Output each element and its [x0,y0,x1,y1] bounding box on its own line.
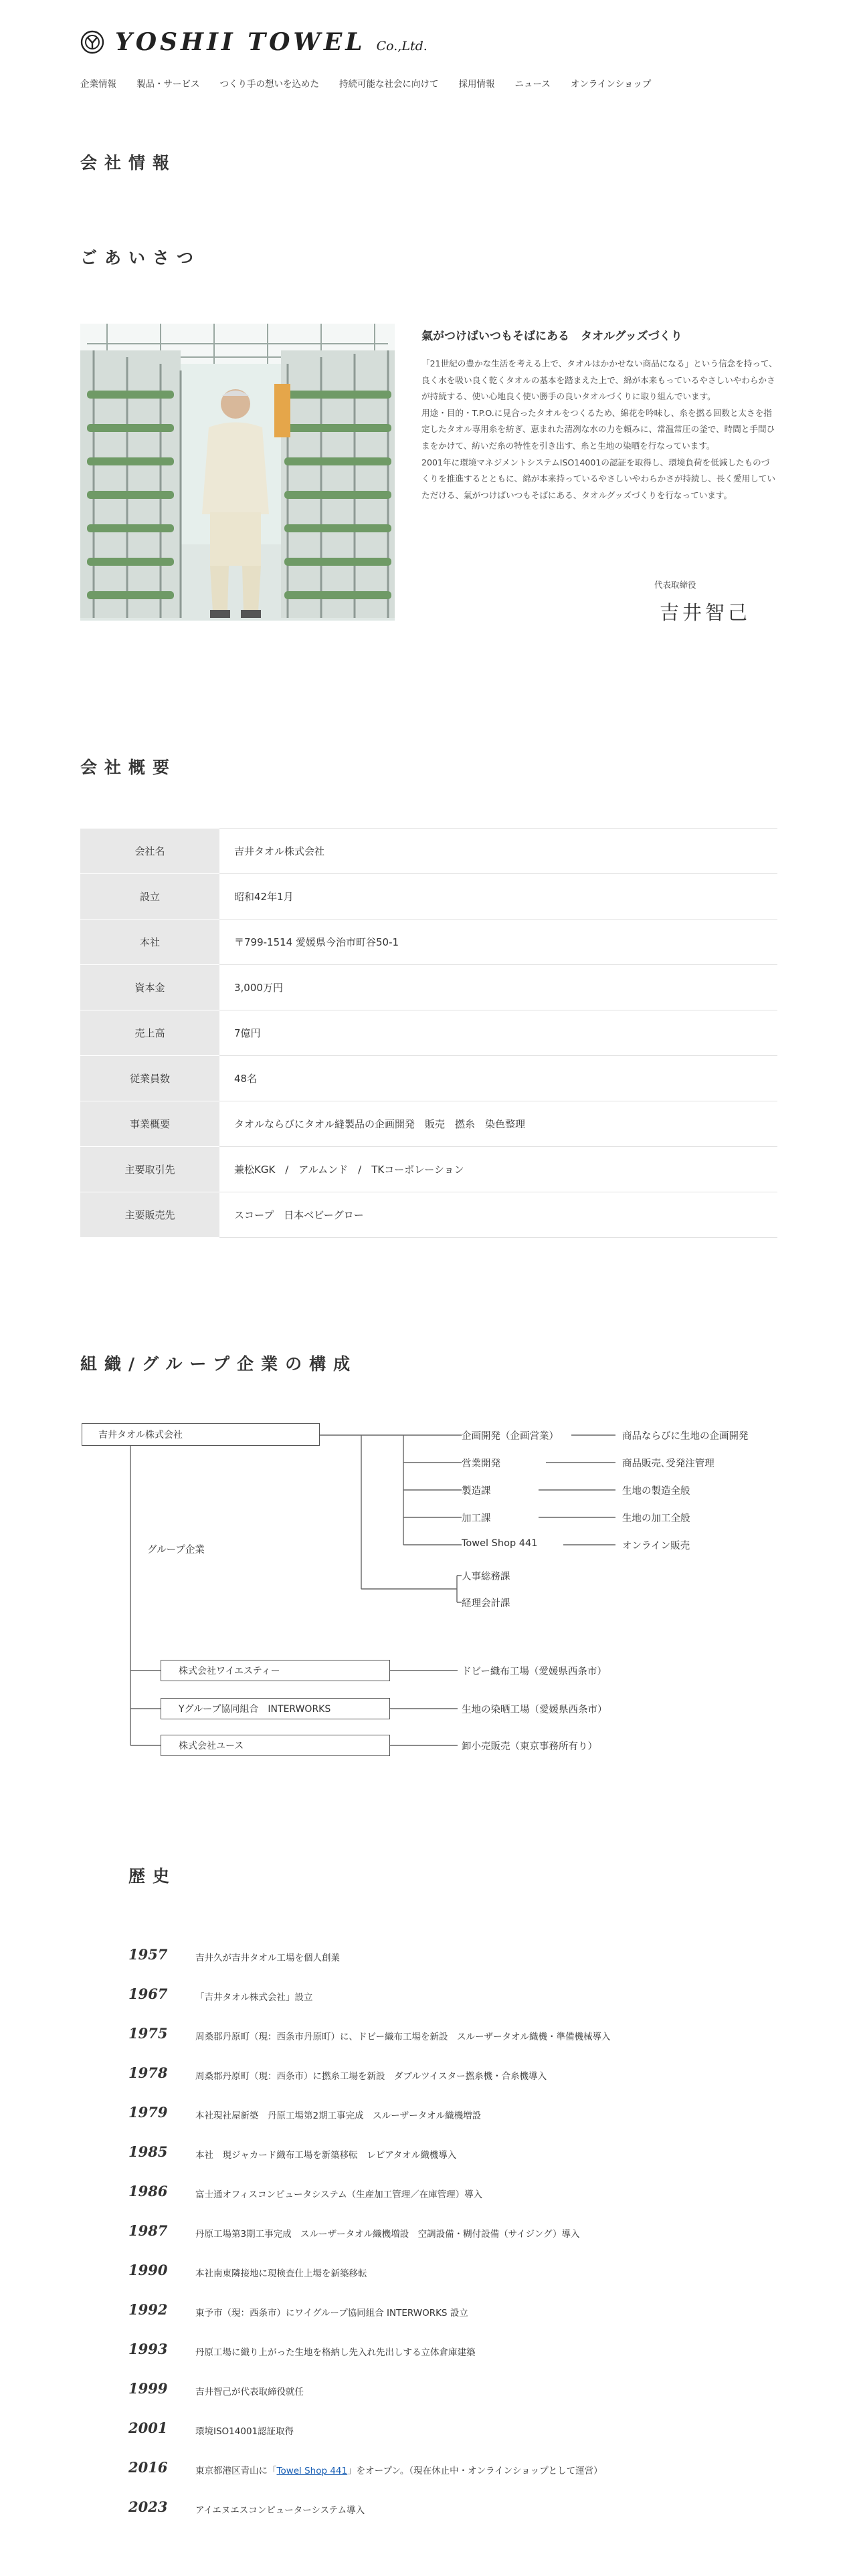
org-dept-manufacturing-desc: 生地の製造全般 [622,1486,690,1497]
logo-mark-icon [80,30,104,54]
nav-recruit[interactable]: 採用情報 [458,79,495,90]
row-label: 売上高 [80,1010,219,1056]
row-value: 3,000万円 [219,965,777,1010]
org-dept-processing-desc: 生地の加工全般 [622,1513,690,1524]
row-value: 〒799-1514 愛媛県今治市町谷50-1 [219,920,777,965]
org-dept-sales-desc: 商品販売､受発注管理 [622,1459,714,1469]
org-dept-planning-desc: 商品ならびに生地の企画開発 [622,1431,749,1442]
history-text-pre: 東京都港区青山に「 [195,2466,277,2476]
row-label: 主要販売先 [80,1192,219,1238]
org-chart-lines [0,1404,859,1779]
org-dept-towel-shop: Towel Shop 441 [462,1538,538,1549]
table-row [80,1192,777,1238]
nav-online-shop[interactable]: オンラインショップ [570,79,652,90]
org-group-yst-desc: ドビー織布工場（愛媛県西条市） [462,1667,607,1677]
row-label: 事業概要 [80,1101,219,1147]
row-value: 48名 [219,1056,777,1101]
main-nav [80,76,671,90]
brand-suffix: Co.,Ltd. [376,39,427,53]
history-year: 1999 [128,2380,168,2397]
history-year: 1990 [128,2262,168,2278]
history-year: 1986 [128,2183,168,2199]
factory-photo-illustration [80,324,395,621]
history-text: 「吉井タオル株式会社」設立 [195,1992,313,2003]
history-heading: 歴史 [128,1866,177,1886]
history-text: 本社南東隣接地に現検査仕上場を新築移転 [195,2268,367,2279]
nav-products[interactable]: 製品・サービス [136,79,200,90]
site-logo[interactable] [80,27,427,58]
overview-heading: 会社概要 [80,758,177,777]
history-year: 1992 [128,2301,168,2318]
org-heading: 組織/グループ企業の構成 [80,1354,358,1374]
history-text: 丹原工場第3期工事完成 スルーザータオル織機増設 空調設備・糊付設備（サイジング）導入 [195,2229,580,2240]
row-label: 会社名 [80,829,219,874]
history-text [195,2463,603,2476]
row-value: 吉井タオル株式会社 [219,829,777,874]
table-row [80,874,777,920]
row-value: スコープ 日本ベビーグロー [219,1192,777,1238]
table-row [80,829,777,874]
history-year: 1957 [128,1946,168,1963]
history-year: 2001 [128,2420,168,2436]
history-year: 1978 [128,2064,168,2081]
org-chart [0,1404,859,1779]
history-year: 1975 [128,2025,168,2042]
org-dept-towel-shop-desc: オンライン販売 [622,1541,690,1551]
nav-company[interactable]: 企業情報 [80,79,116,90]
org-root-box: 吉井タオル株式会社 [82,1423,320,1446]
table-row [80,965,777,1010]
company-overview-table [80,828,777,1238]
history-text: 周桑郡丹原町（現：西条市）に撚糸工場を新設 ダブルツイスター撚糸機・合糸機導入 [195,2071,547,2082]
greeting-paragraph: 「21世紀の豊かな生活を考える上で、タオルはかかせない商品になる」という信念を持って、良く水を吸い良く乾くタオルの基本を踏まえた上で、綿が本来もっているやさしいやわらかさが持続する、使い心地良く使い勝手の良いタオルづくりに取り組んでいます。 [421,358,777,402]
org-group-interworks-box: Yグループ協同組合 INTERWORKS [161,1698,390,1719]
org-group-youth-box: 株式会社ユース [161,1735,390,1756]
row-label: 従業員数 [80,1056,219,1101]
org-dept-hr: 人事総務課 [462,1572,510,1582]
org-group-yst-box: 株式会社ワイエスティー [161,1660,390,1681]
org-group-label: グループ企業 [147,1545,205,1555]
greeting-title: 氣がつけばいつもそばにある タオルグッズづくり [421,330,682,343]
row-label: 設立 [80,874,219,920]
left-yarn-rack [80,350,181,618]
history-text: 富士通オフィスコンピュータシステム（生産加工管理／在庫管理）導入 [195,2189,483,2200]
history-year: 1987 [128,2222,168,2239]
history-year: 1967 [128,1985,168,2002]
towel-shop-441-link[interactable]: Towel Shop 441 [276,2466,348,2476]
history-text: 本社現社屋新築 丹原工場第2期工事完成 スルーザータオル織機増設 [195,2111,482,2121]
row-value: タオルならびにタオル縫製品の企画開発 販売 撚糸 染色整理 [219,1101,777,1147]
greeting-paragraph: 2001年に環境マネジメントシステムISO14001の認証を取得し、環境負荷を低減したものづくりを推進するとともに、綿が本来持っているやさしいやわらかさが持続し、長く愛用していただける、氣がつけばいつもそばにある、タオルグッズづくりを行なっています。 [421,457,775,500]
table-row [80,920,777,965]
history-year: 1993 [128,2341,168,2357]
org-dept-manufacturing: 製造課 [462,1486,491,1497]
nav-news[interactable]: ニュース [514,79,551,90]
right-yarn-rack [274,350,395,618]
history-text: 丹原工場に織り上がった生地を格納し先入れ先出しする立体倉庫建築 [195,2347,476,2358]
nav-makers[interactable]: つくり手の想いを込めた [219,79,319,90]
table-row [80,1010,777,1056]
table-row [80,1056,777,1101]
president-photo [80,324,395,621]
history-text-post: 」をオープン。（現在休止中・オンラインショップとして運営） [347,2466,603,2476]
org-group-interworks-desc: 生地の染晒工場（愛媛県西条市） [462,1705,607,1715]
representative-signature: 吉井智己 [660,601,751,624]
org-dept-planning: 企画開発（企画営業） [462,1431,559,1442]
history-year: 2016 [128,2459,168,2476]
row-label: 主要取引先 [80,1147,219,1192]
row-value: 昭和42年1月 [219,874,777,920]
row-value: 兼松KGK / アルムンド / TKコーポレーション [219,1147,777,1192]
history-text: 吉井久が吉井タオル工場を個人創業 [195,1953,340,1963]
greeting-body [421,356,777,504]
history-year: 1979 [128,2104,168,2121]
row-label: 資本金 [80,965,219,1010]
history-text: アイエヌエスコンピューターシステム導入 [195,2505,365,2516]
org-dept-processing: 加工課 [462,1513,491,1524]
representative-title: 代表取締役 [654,580,696,590]
brand-name: YOSHII TOWEL [115,28,366,56]
history-text: 環境ISO14001認証取得 [195,2426,294,2437]
history-year: 1985 [128,2143,168,2160]
history-year: 2023 [128,2498,168,2515]
greeting-heading: ごあいさつ [80,248,201,267]
greeting-paragraph: 用途・目的・T.P.O.に見合ったタオルをつくるため、綿花を吟味し、糸を撚る回数と太さを指定したタオル専用糸を紡ぎ、恵まれた清冽な水の力を頼みに、常温常圧の釜で、時間と手間ひまをかけて、紡いだ糸の特性を引き出す、糸と生地の染晒を行なっています。 [421,407,775,451]
org-dept-sales: 営業開発 [462,1459,500,1469]
history-text: 吉井智己が代表取締役就任 [195,2387,304,2397]
table-row [80,1147,777,1192]
history-text: 本社 現ジャカード織布工場を新築移転 レピアタオル織機導入 [195,2150,457,2161]
history-text: 周桑郡丹原町（現：西条市丹原町）に、ドビー織布工場を新設 スルーザータオル織機・準備機械導入 [195,2032,611,2042]
row-value: 7億円 [219,1010,777,1056]
org-group-youth-desc: 卸小売販売（東京事務所有り） [462,1741,597,1752]
org-dept-accounting: 経理会計課 [462,1598,510,1609]
page-title: 会社情報 [80,153,177,173]
row-label: 本社 [80,920,219,965]
table-row [80,1101,777,1147]
nav-sustainability[interactable]: 持続可能な社会に向けて [339,79,439,90]
history-text: 東予市（現：西条市）にワイグループ協同組合 INTERWORKS 設立 [195,2308,468,2319]
